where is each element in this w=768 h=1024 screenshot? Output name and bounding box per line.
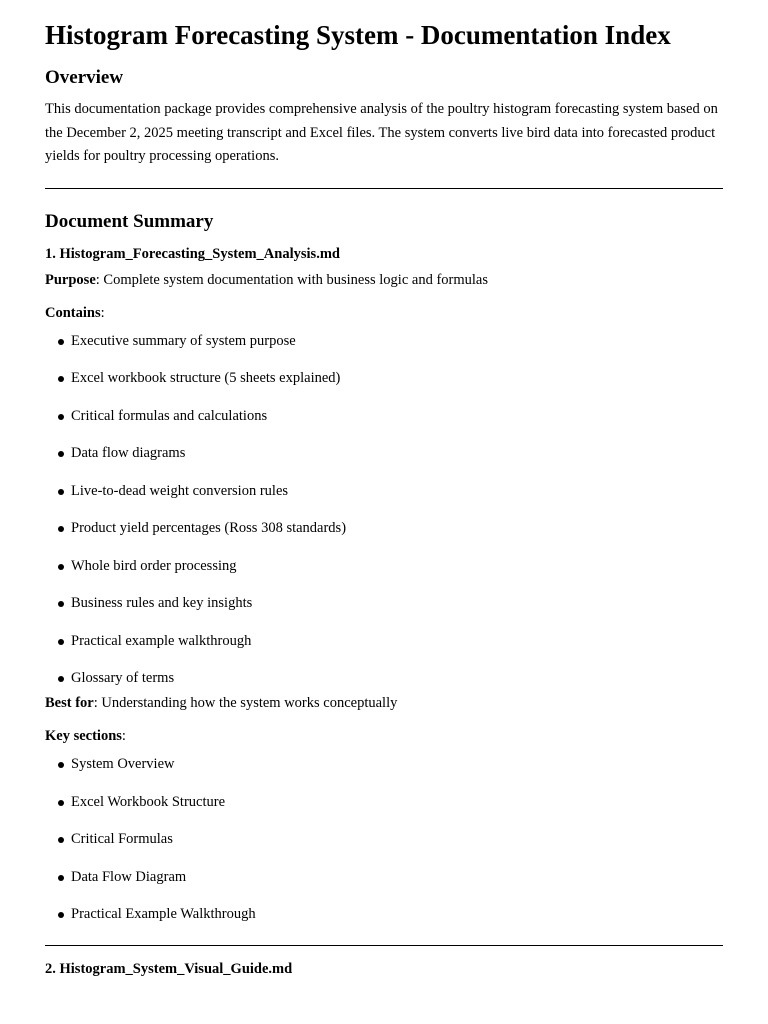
bullet-dot xyxy=(58,601,64,607)
list-item-text: Excel Workbook Structure xyxy=(71,793,225,810)
bullet-dot xyxy=(58,875,64,881)
list-item xyxy=(45,867,723,887)
list-item xyxy=(45,829,723,849)
key-sections-list xyxy=(45,754,723,924)
contains-list xyxy=(45,331,723,689)
list-item xyxy=(45,668,723,688)
bullet-dot xyxy=(58,414,64,420)
bullet-dot xyxy=(58,526,64,532)
doc1-key-sections xyxy=(45,726,723,746)
doc2-title: 2. Histogram_System_Visual_Guide.md xyxy=(45,961,293,977)
doc1-purpose xyxy=(45,270,723,290)
list-item xyxy=(45,481,723,501)
list-item-text: Data flow diagrams xyxy=(71,445,186,461)
list-item xyxy=(45,331,723,351)
key-sections-suffix: : xyxy=(121,728,126,744)
bullet-dot xyxy=(58,676,64,682)
doc1-title: 1. Histogram_Forecasting_System_Analysis.md xyxy=(45,245,340,262)
contains-suffix: : xyxy=(100,304,105,321)
list-item xyxy=(45,518,723,538)
list-item-text: Practical Example Walkthrough xyxy=(71,906,256,922)
list-item-text: Whole bird order processing xyxy=(71,557,237,574)
section-divider xyxy=(45,945,723,946)
document-summary-heading: Document Summary xyxy=(45,210,214,232)
list-item xyxy=(45,792,723,812)
best-for-text: : Understanding how the system works conceptually xyxy=(93,695,398,711)
page-title: Histogram Forecasting System - Documentation Index xyxy=(45,20,671,50)
purpose-text: : Complete system documentation with business logic and formulas xyxy=(95,271,489,288)
doc1-best-for xyxy=(45,693,723,713)
bullet-dot xyxy=(58,762,64,768)
list-item-text: Critical formulas and calculations xyxy=(71,407,268,424)
list-item-text: Critical Formulas xyxy=(71,831,173,847)
list-item-text: Business rules and key insights xyxy=(71,595,253,611)
overview-paragraph: This documentation package provides comprehensive analysis of the poultry histogram forecasting system based on the December 2, 2025 meeting transcript and Excel files. The system converts live bird data into forecasted product yields for poultry processing operations. xyxy=(45,101,718,164)
list-item-text: Excel workbook structure (5 sheets explained) xyxy=(71,370,341,386)
best-for-label: Best for xyxy=(45,695,94,711)
list-item-text: System Overview xyxy=(71,756,175,772)
list-item xyxy=(45,904,723,924)
list-item-text: Product yield percentages (Ross 308 standards) xyxy=(71,520,347,536)
list-item xyxy=(45,406,723,426)
bullet-dot xyxy=(58,339,64,345)
bullet-dot xyxy=(58,451,64,457)
doc1-contains xyxy=(45,303,723,323)
bullet-dot xyxy=(58,639,64,645)
purpose-label: Purpose xyxy=(45,271,96,288)
list-item xyxy=(45,368,723,388)
bullet-dot xyxy=(58,564,64,570)
list-item xyxy=(45,754,723,774)
list-item xyxy=(45,631,723,651)
contains-label: Contains xyxy=(45,304,101,321)
list-item-text: Executive summary of system purpose xyxy=(71,332,296,349)
overview-heading: Overview xyxy=(45,67,124,88)
bullet-dot xyxy=(58,489,64,495)
bullet-dot xyxy=(58,837,64,843)
key-sections-label: Key sections xyxy=(45,728,122,744)
list-item-text: Practical example walkthrough xyxy=(71,632,252,649)
bullet-dot xyxy=(58,800,64,806)
list-item xyxy=(45,443,723,463)
list-item-text: Live-to-dead weight conversion rules xyxy=(71,482,289,499)
list-item xyxy=(45,556,723,576)
section-divider xyxy=(45,188,723,189)
bullet-dot xyxy=(58,376,64,382)
bullet-dot xyxy=(58,912,64,918)
list-item-text: Data Flow Diagram xyxy=(71,868,187,885)
list-item-text: Glossary of terms xyxy=(71,670,175,686)
list-item xyxy=(45,593,723,613)
